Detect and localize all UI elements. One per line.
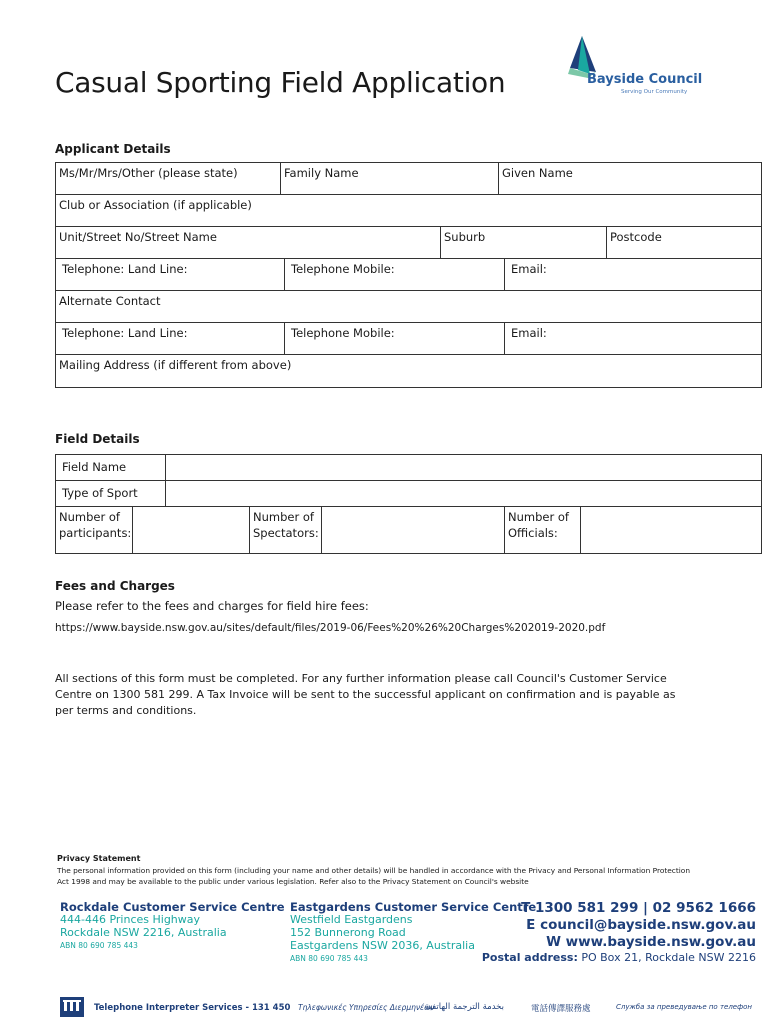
club-field[interactable] xyxy=(55,194,762,227)
rockdale-line-2: Rockdale NSW 2216, Australia xyxy=(60,926,227,939)
eastgardens-line-3: Eastgardens NSW 2036, Australia xyxy=(290,939,475,952)
lang-greek: Τηλεφωνικές Υπηρεσίες Διερμηνέων xyxy=(298,1003,435,1012)
spectators-label-cell xyxy=(249,506,322,554)
fees-link[interactable]: https://www.bayside.nsw.gov.au/sites/default/files/2019-06/Fees%20%26%20Charges%202019-2020.pdf xyxy=(55,622,606,634)
interpreter-icon xyxy=(60,997,84,1017)
suburb-label: Suburb xyxy=(444,230,486,244)
rockdale-abn: ABN 80 690 785 443 xyxy=(60,941,138,950)
notice-line-2: Centre on 1300 581 299. A Tax Invoice will be sent to the successful applicant on confirmation and is payable as xyxy=(55,688,676,701)
field-name-label: Field Name xyxy=(62,460,127,474)
privacy-heading: Privacy Statement xyxy=(57,854,141,863)
alt-email-field[interactable] xyxy=(504,322,762,355)
spectators-input[interactable] xyxy=(321,506,505,554)
alt-email-label: Email: xyxy=(511,326,547,340)
tis-label: Telephone Interpreter Services - 131 450 xyxy=(94,1003,291,1013)
street-label: Unit/Street No/Street Name xyxy=(59,230,217,244)
privacy-line-1: The personal information provided on this form (including your name and other details) will be handled in accordance with the Privacy and Personal Information Protection xyxy=(57,866,691,875)
email-line[interactable]: E council@bayside.nsw.gov.au xyxy=(526,917,756,933)
salutation-label: Ms/Mr/Mrs/Other (please state) xyxy=(59,166,238,180)
alt-mobile-label: Telephone Mobile: xyxy=(291,326,395,340)
club-label: Club or Association (if applicable) xyxy=(59,198,252,212)
phone-line: T 1300 581 299 | 02 9562 1666 xyxy=(521,900,756,916)
suburb-field[interactable] xyxy=(440,226,607,259)
lang-arabic: بخدمة الترجمة الهاتفية xyxy=(425,1002,505,1012)
lang-macedonian: Служба за преведување по телефон xyxy=(616,1003,752,1011)
landline-label: Telephone: Land Line: xyxy=(62,262,188,276)
postcode-label: Postcode xyxy=(610,230,662,244)
eastgardens-line-2: 152 Bunnerong Road xyxy=(290,926,406,939)
field-name-label-cell xyxy=(55,454,166,481)
mobile-label: Telephone Mobile: xyxy=(291,262,395,276)
privacy-line-2: Act 1998 and may be available to the public under various legislation. Refer also to the Privacy Statement on Council's website xyxy=(57,877,529,886)
rockdale-title: Rockdale Customer Service Centre xyxy=(60,900,285,914)
salutation-field[interactable] xyxy=(55,162,281,195)
rockdale-line-1: 444-446 Princes Highway xyxy=(60,913,201,926)
eastgardens-title: Eastgardens Customer Service Centre xyxy=(290,900,537,914)
family-name-field[interactable] xyxy=(280,162,499,195)
email-field[interactable] xyxy=(504,258,762,291)
postcode-field[interactable] xyxy=(606,226,762,259)
officials-label-2: Officials: xyxy=(508,526,558,540)
logo-tagline: Serving Our Community xyxy=(621,89,688,95)
participants-input[interactable] xyxy=(132,506,250,554)
sport-label: Type of Sport xyxy=(62,486,138,500)
participants-label-cell xyxy=(55,506,133,554)
given-name-label: Given Name xyxy=(502,166,573,180)
participants-label-1: Number of xyxy=(59,510,120,524)
alternate-contact-label: Alternate Contact xyxy=(59,294,161,308)
eastgardens-abn: ABN 80 690 785 443 xyxy=(290,954,368,963)
alt-landline-field[interactable] xyxy=(55,322,285,355)
field-heading: Field Details xyxy=(55,432,140,446)
mobile-field[interactable] xyxy=(284,258,505,291)
postal-label: Postal address: xyxy=(481,951,578,964)
officials-label-cell xyxy=(504,506,581,554)
fees-heading: Fees and Charges xyxy=(55,579,175,593)
alternate-contact-field[interactable] xyxy=(55,290,762,323)
web-line[interactable]: W www.bayside.nsw.gov.au xyxy=(546,934,756,950)
spectators-label-2: Spectators: xyxy=(253,526,319,540)
lang-chinese: 電話傳譯服務處 xyxy=(531,1004,591,1014)
notice-line-3: per terms and conditions. xyxy=(55,704,197,717)
mailing-address-field[interactable] xyxy=(55,354,762,388)
given-name-field[interactable] xyxy=(498,162,762,195)
spectators-label-1: Number of xyxy=(253,510,314,524)
email-label: Email: xyxy=(511,262,547,276)
family-name-label: Family Name xyxy=(284,166,359,180)
alt-mobile-field[interactable] xyxy=(284,322,505,355)
postal-address: PO Box 21, Rockdale NSW 2216 xyxy=(581,951,756,964)
notice-line-1: All sections of this form must be completed. For any further information please call Council's Customer Service xyxy=(55,672,667,685)
postal-line xyxy=(482,951,756,964)
page-title: Casual Sporting Field Application xyxy=(55,66,506,99)
officials-label-1: Number of xyxy=(508,510,569,524)
fees-intro: Please refer to the fees and charges for field hire fees: xyxy=(55,599,369,613)
landline-field[interactable] xyxy=(55,258,285,291)
alt-landline-label: Telephone: Land Line: xyxy=(62,326,188,340)
sport-label-cell xyxy=(55,480,166,507)
mailing-address-label: Mailing Address (if different from above) xyxy=(59,358,292,372)
sport-input[interactable] xyxy=(165,480,762,507)
eastgardens-line-1: Westfield Eastgardens xyxy=(290,913,413,926)
street-field[interactable] xyxy=(55,226,441,259)
applicant-heading: Applicant Details xyxy=(55,142,171,156)
logo-name: Bayside Council xyxy=(587,72,703,87)
field-name-input[interactable] xyxy=(165,454,762,481)
participants-label-2: participants: xyxy=(59,526,132,540)
officials-input[interactable] xyxy=(580,506,762,554)
